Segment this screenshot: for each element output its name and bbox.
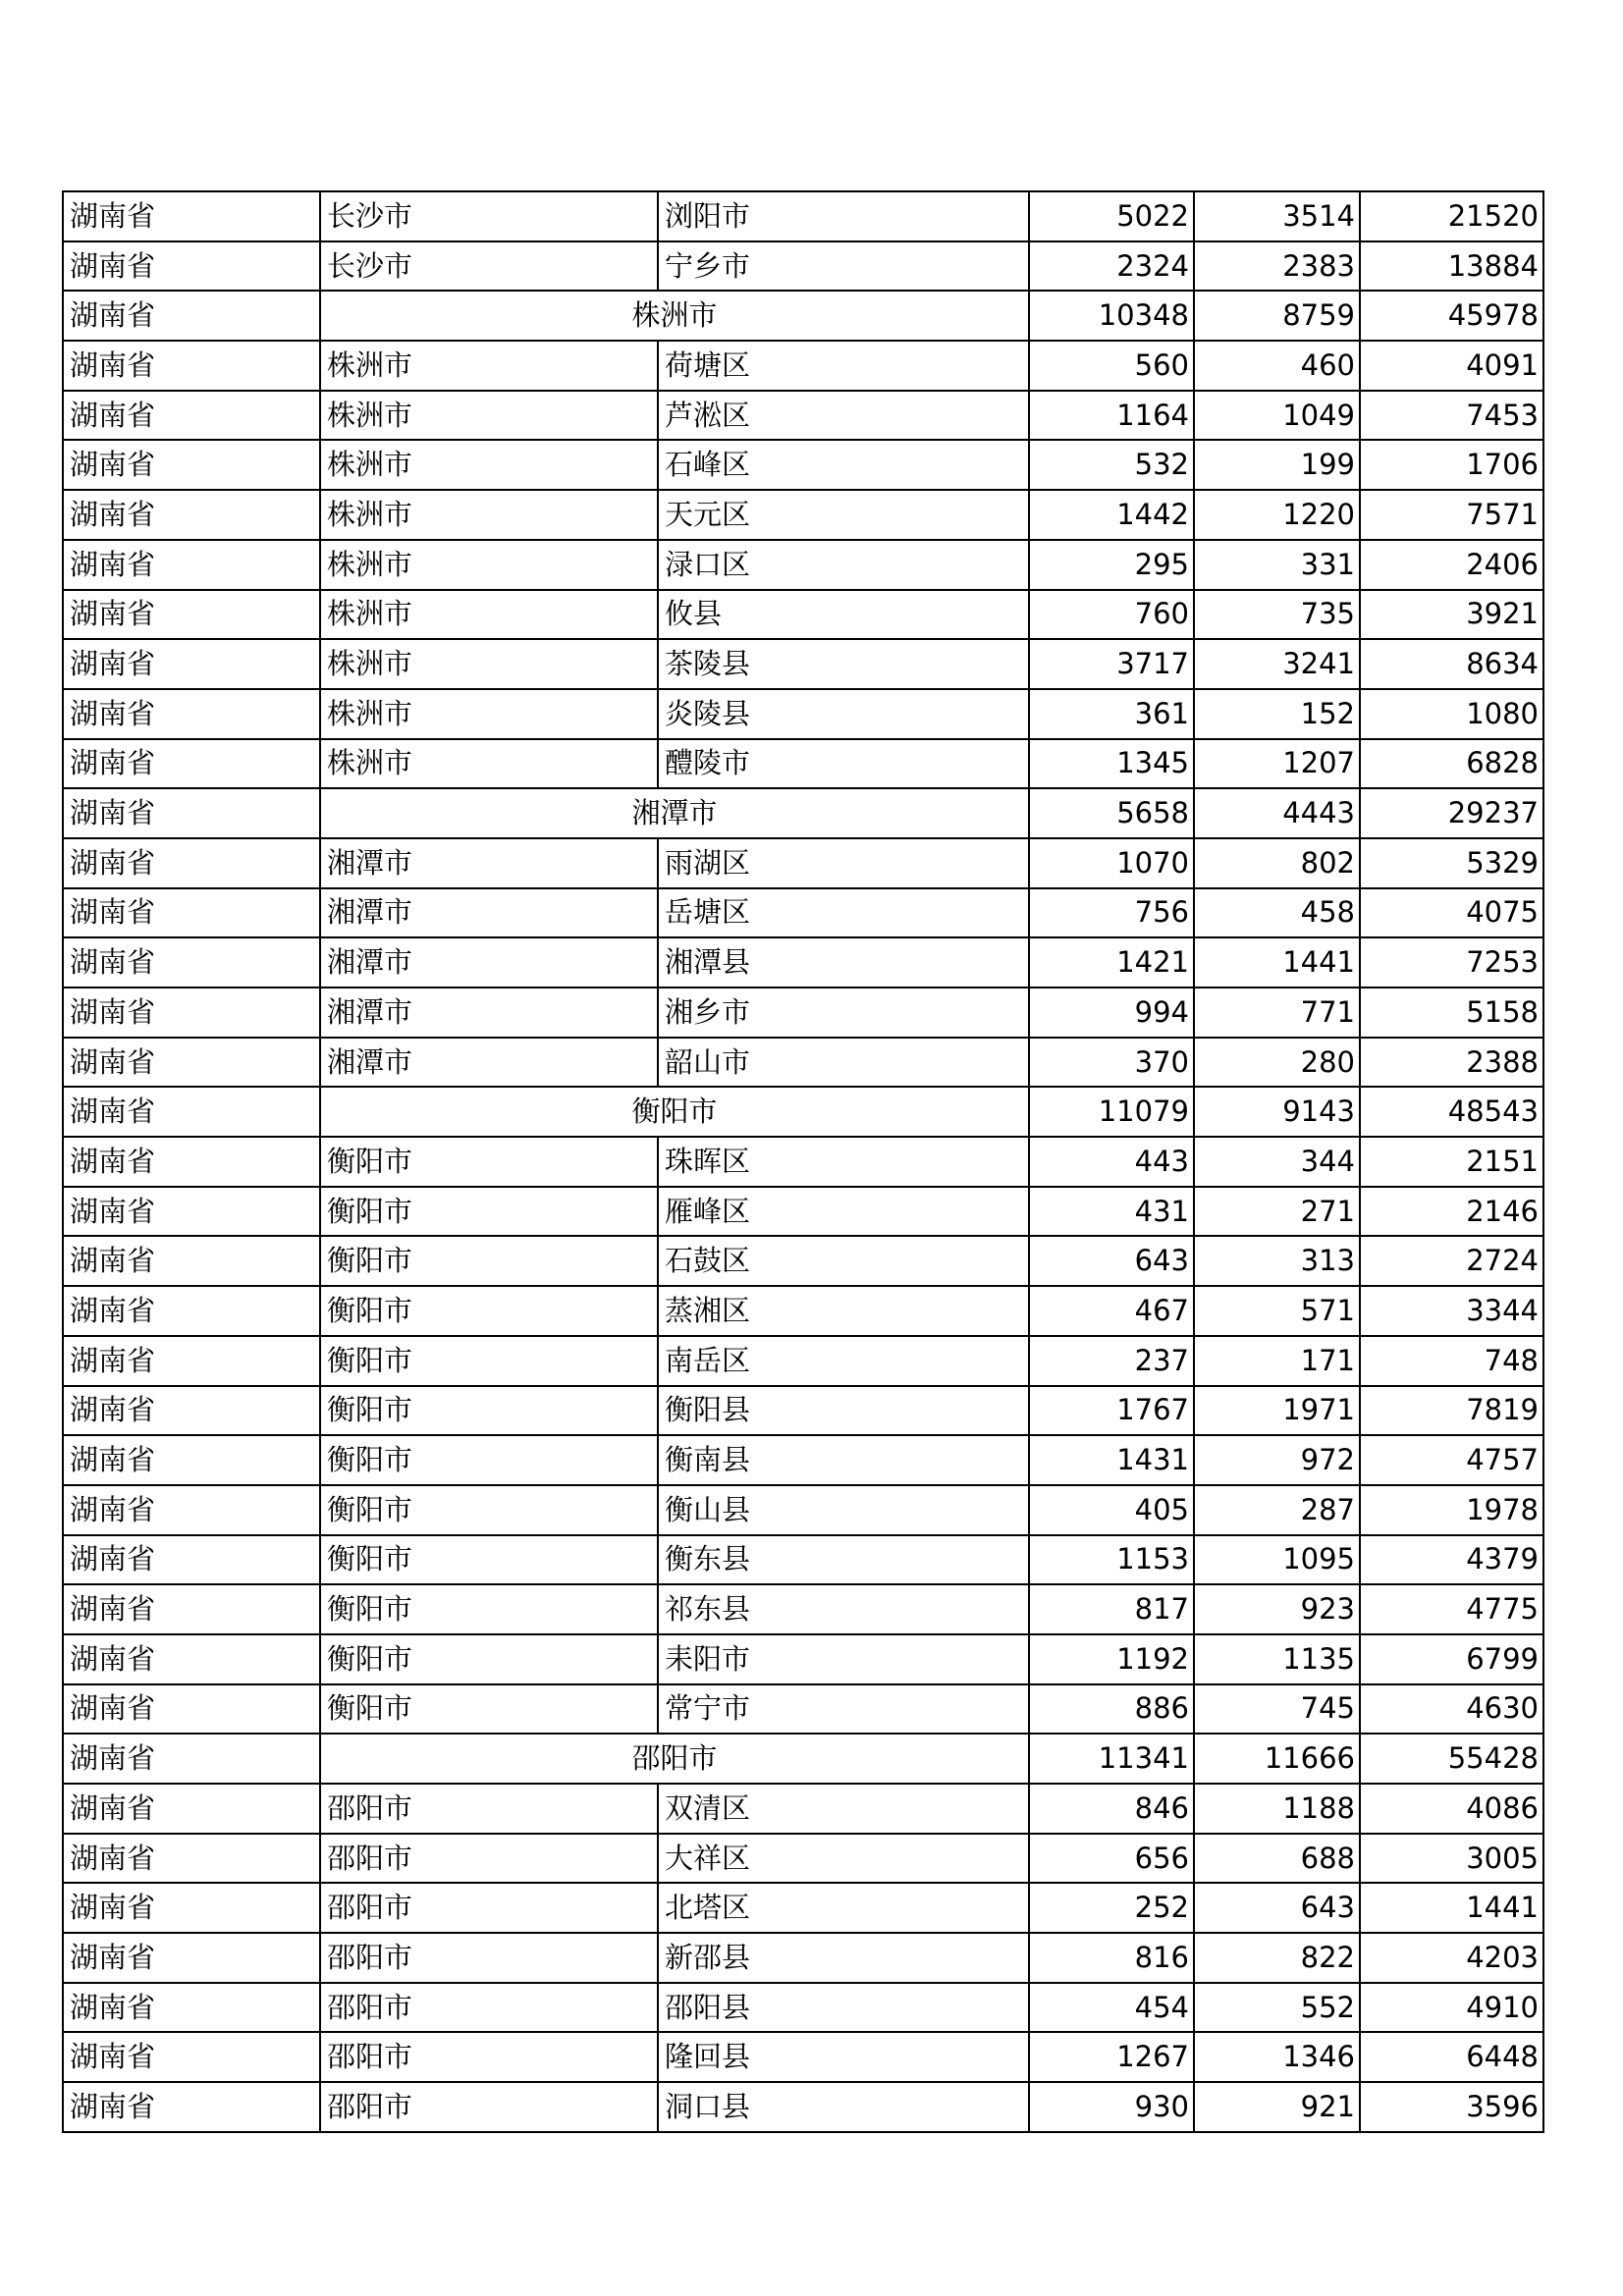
value-2-cell: 688 [1194,1834,1360,1884]
value-2-cell: 460 [1194,341,1360,391]
value-1-cell: 1192 [1029,1634,1194,1684]
value-2-cell: 313 [1194,1236,1360,1286]
value-3-cell: 4086 [1360,1784,1543,1834]
city-subtotal-row [63,1087,1543,1137]
value-1-cell: 930 [1029,2082,1194,2132]
table-row [63,1137,1543,1187]
county-cell: 雁峰区 [658,1187,1029,1237]
table-row [63,1286,1543,1336]
value-1-cell: 1164 [1029,391,1194,441]
city-cell: 邵阳市 [320,2082,658,2132]
value-3-cell: 2388 [1360,1038,1543,1088]
city-cell: 衡阳市 [320,1286,658,1336]
province-cell: 湖南省 [63,341,320,391]
value-1-cell: 1267 [1029,2032,1194,2082]
value-2-cell: 923 [1194,1584,1360,1634]
city-cell: 株洲市 [320,490,658,540]
table-row [63,1535,1543,1585]
value-1-cell: 760 [1029,590,1194,640]
value-1-cell: 467 [1029,1286,1194,1336]
province-cell: 湖南省 [63,440,320,490]
county-cell: 湘潭县 [658,937,1029,988]
value-2-cell: 771 [1194,988,1360,1038]
province-cell: 湖南省 [63,1933,320,1983]
table-row [63,1933,1543,1983]
value-2-cell: 171 [1194,1336,1360,1386]
value-1-cell: 370 [1029,1038,1194,1088]
value-3-cell: 29237 [1360,788,1543,838]
value-3-cell: 2151 [1360,1137,1543,1187]
value-2-cell: 3514 [1194,191,1360,241]
value-2-cell: 1188 [1194,1784,1360,1834]
value-1-cell: 643 [1029,1236,1194,1286]
county-cell: 耒阳市 [658,1634,1029,1684]
table-row [63,1485,1543,1535]
value-2-cell: 1441 [1194,937,1360,988]
county-cell: 大祥区 [658,1834,1029,1884]
city-cell: 衡阳市 [320,1485,658,1535]
city-cell: 衡阳市 [320,1187,658,1237]
value-3-cell: 13884 [1360,241,1543,292]
county-cell: 祁东县 [658,1584,1029,1634]
city-cell: 邵阳市 [320,2032,658,2082]
value-3-cell: 4757 [1360,1435,1543,1485]
city-cell: 株洲市 [320,540,658,590]
value-1-cell: 1431 [1029,1435,1194,1485]
value-3-cell: 7819 [1360,1386,1543,1436]
table-row [63,1684,1543,1735]
table-row [63,988,1543,1038]
city-cell: 株洲市 [320,590,658,640]
table-row [63,440,1543,490]
value-3-cell: 45978 [1360,291,1543,341]
city-cell: 湘潭市 [320,888,658,938]
county-cell: 隆回县 [658,2032,1029,2082]
county-cell: 衡山县 [658,1485,1029,1535]
city-cell: 邵阳市 [320,1834,658,1884]
table-row [63,391,1543,441]
province-cell: 湖南省 [63,937,320,988]
value-3-cell: 1706 [1360,440,1543,490]
value-3-cell: 7571 [1360,490,1543,540]
province-cell: 湖南省 [63,1485,320,1535]
value-2-cell: 199 [1194,440,1360,490]
province-cell: 湖南省 [63,639,320,689]
value-2-cell: 152 [1194,689,1360,739]
city-cell: 邵阳市 [320,1983,658,2033]
value-3-cell: 48543 [1360,1087,1543,1137]
city-cell: 株洲市 [320,689,658,739]
city-subtotal-cell: 衡阳市 [320,1087,1029,1137]
value-1-cell: 3717 [1029,639,1194,689]
table-row [63,1435,1543,1485]
value-3-cell: 7453 [1360,391,1543,441]
county-cell: 韶山市 [658,1038,1029,1088]
county-cell: 邵阳县 [658,1983,1029,2033]
county-cell: 南岳区 [658,1336,1029,1386]
value-2-cell: 280 [1194,1038,1360,1088]
table-row [63,1634,1543,1684]
county-cell: 北塔区 [658,1883,1029,1933]
province-cell: 湖南省 [63,191,320,241]
city-cell: 衡阳市 [320,1435,658,1485]
table-row [63,1236,1543,1286]
value-3-cell: 4910 [1360,1983,1543,2033]
value-2-cell: 735 [1194,590,1360,640]
table-row [63,540,1543,590]
province-cell: 湖南省 [63,1187,320,1237]
county-cell: 双清区 [658,1784,1029,1834]
city-cell: 株洲市 [320,341,658,391]
value-2-cell: 11666 [1194,1734,1360,1784]
value-1-cell: 560 [1029,341,1194,391]
county-cell: 渌口区 [658,540,1029,590]
county-cell: 珠晖区 [658,1137,1029,1187]
province-cell: 湖南省 [63,838,320,888]
province-cell: 湖南省 [63,1087,320,1137]
province-cell: 湖南省 [63,590,320,640]
value-2-cell: 2383 [1194,241,1360,292]
value-1-cell: 431 [1029,1187,1194,1237]
value-1-cell: 1767 [1029,1386,1194,1436]
county-cell: 湘乡市 [658,988,1029,1038]
table-row [63,739,1543,789]
province-cell: 湖南省 [63,1236,320,1286]
value-1-cell: 994 [1029,988,1194,1038]
value-2-cell: 9143 [1194,1087,1360,1137]
province-cell: 湖南省 [63,1386,320,1436]
value-1-cell: 5658 [1029,788,1194,838]
value-3-cell: 4630 [1360,1684,1543,1735]
value-3-cell: 748 [1360,1336,1543,1386]
city-cell: 衡阳市 [320,1684,658,1735]
city-cell: 衡阳市 [320,1634,658,1684]
value-3-cell: 3596 [1360,2082,1543,2132]
value-2-cell: 1095 [1194,1535,1360,1585]
table-row [63,838,1543,888]
value-3-cell: 2406 [1360,540,1543,590]
value-2-cell: 287 [1194,1485,1360,1535]
value-2-cell: 1049 [1194,391,1360,441]
value-3-cell: 4075 [1360,888,1543,938]
value-1-cell: 756 [1029,888,1194,938]
table-row [63,1187,1543,1237]
value-1-cell: 11341 [1029,1734,1194,1784]
value-3-cell: 2724 [1360,1236,1543,1286]
city-subtotal-row [63,1734,1543,1784]
province-cell: 湖南省 [63,2032,320,2082]
value-2-cell: 344 [1194,1137,1360,1187]
value-1-cell: 405 [1029,1485,1194,1535]
city-cell: 株洲市 [320,440,658,490]
city-cell: 株洲市 [320,391,658,441]
value-3-cell: 21520 [1360,191,1543,241]
province-cell: 湖南省 [63,1286,320,1336]
county-cell: 茶陵县 [658,639,1029,689]
value-2-cell: 822 [1194,1933,1360,1983]
value-1-cell: 237 [1029,1336,1194,1386]
value-2-cell: 331 [1194,540,1360,590]
value-1-cell: 1421 [1029,937,1194,988]
city-subtotal-row [63,788,1543,838]
county-cell: 宁乡市 [658,241,1029,292]
county-cell: 石峰区 [658,440,1029,490]
table-row [63,341,1543,391]
province-cell: 湖南省 [63,1584,320,1634]
value-2-cell: 1346 [1194,2032,1360,2082]
city-cell: 衡阳市 [320,1584,658,1634]
table-row [63,241,1543,292]
city-cell: 株洲市 [320,639,658,689]
value-3-cell: 7253 [1360,937,1543,988]
city-cell: 长沙市 [320,241,658,292]
value-1-cell: 1442 [1029,490,1194,540]
value-2-cell: 643 [1194,1883,1360,1933]
county-cell: 衡阳县 [658,1386,1029,1436]
value-1-cell: 454 [1029,1983,1194,2033]
county-cell: 衡南县 [658,1435,1029,1485]
province-cell: 湖南省 [63,1137,320,1187]
value-1-cell: 817 [1029,1584,1194,1634]
province-cell: 湖南省 [63,1634,320,1684]
province-cell: 湖南省 [63,1684,320,1735]
table-row [63,1983,1543,2033]
value-3-cell: 6828 [1360,739,1543,789]
county-cell: 岳塘区 [658,888,1029,938]
county-cell: 芦淞区 [658,391,1029,441]
value-1-cell: 1153 [1029,1535,1194,1585]
province-cell: 湖南省 [63,391,320,441]
province-cell: 湖南省 [63,1336,320,1386]
value-2-cell: 271 [1194,1187,1360,1237]
table-row [63,1386,1543,1436]
city-subtotal-cell: 邵阳市 [320,1734,1029,1784]
province-cell: 湖南省 [63,788,320,838]
city-cell: 衡阳市 [320,1236,658,1286]
city-cell: 湘潭市 [320,1038,658,1088]
value-2-cell: 1971 [1194,1386,1360,1436]
value-1-cell: 886 [1029,1684,1194,1735]
province-cell: 湖南省 [63,1784,320,1834]
statistics-table [62,190,1544,2133]
table-row [63,2082,1543,2132]
province-cell: 湖南省 [63,1734,320,1784]
value-1-cell: 295 [1029,540,1194,590]
county-cell: 攸县 [658,590,1029,640]
city-subtotal-row [63,291,1543,341]
value-3-cell: 4775 [1360,1584,1543,1634]
province-cell: 湖南省 [63,1983,320,2033]
value-3-cell: 4379 [1360,1535,1543,1585]
value-2-cell: 458 [1194,888,1360,938]
value-2-cell: 972 [1194,1435,1360,1485]
city-cell: 邵阳市 [320,1933,658,1983]
province-cell: 湖南省 [63,888,320,938]
value-2-cell: 1207 [1194,739,1360,789]
province-cell: 湖南省 [63,1535,320,1585]
city-cell: 衡阳市 [320,1386,658,1436]
city-cell: 湘潭市 [320,988,658,1038]
province-cell: 湖南省 [63,739,320,789]
value-1-cell: 816 [1029,1933,1194,1983]
city-cell: 长沙市 [320,191,658,241]
value-3-cell: 1978 [1360,1485,1543,1535]
value-3-cell: 1080 [1360,689,1543,739]
value-2-cell: 552 [1194,1983,1360,2033]
county-cell: 天元区 [658,490,1029,540]
value-2-cell: 1135 [1194,1634,1360,1684]
value-2-cell: 802 [1194,838,1360,888]
value-1-cell: 361 [1029,689,1194,739]
table-row [63,1336,1543,1386]
value-3-cell: 6799 [1360,1634,1543,1684]
value-1-cell: 252 [1029,1883,1194,1933]
table-row [63,1038,1543,1088]
value-3-cell: 5158 [1360,988,1543,1038]
table-row [63,1784,1543,1834]
value-3-cell: 55428 [1360,1734,1543,1784]
county-cell: 石鼓区 [658,1236,1029,1286]
value-1-cell: 846 [1029,1784,1194,1834]
value-3-cell: 1441 [1360,1883,1543,1933]
value-1-cell: 2324 [1029,241,1194,292]
city-cell: 湘潭市 [320,937,658,988]
value-1-cell: 11079 [1029,1087,1194,1137]
province-cell: 湖南省 [63,1834,320,1884]
table-row [63,1834,1543,1884]
value-3-cell: 6448 [1360,2032,1543,2082]
table-row [63,937,1543,988]
table-row [63,590,1543,640]
value-1-cell: 443 [1029,1137,1194,1187]
county-cell: 浏阳市 [658,191,1029,241]
table-row [63,888,1543,938]
table-row [63,490,1543,540]
table-row [63,191,1543,241]
city-cell: 衡阳市 [320,1535,658,1585]
value-3-cell: 5329 [1360,838,1543,888]
value-1-cell: 532 [1029,440,1194,490]
value-2-cell: 3241 [1194,639,1360,689]
table-row [63,1584,1543,1634]
value-2-cell: 1220 [1194,490,1360,540]
city-cell: 邵阳市 [320,1883,658,1933]
county-cell: 荷塘区 [658,341,1029,391]
value-2-cell: 571 [1194,1286,1360,1336]
county-cell: 新邵县 [658,1933,1029,1983]
city-cell: 湘潭市 [320,838,658,888]
value-3-cell: 3921 [1360,590,1543,640]
province-cell: 湖南省 [63,988,320,1038]
value-1-cell: 5022 [1029,191,1194,241]
table-row [63,2032,1543,2082]
table-body [63,191,1543,2132]
county-cell: 衡东县 [658,1535,1029,1585]
province-cell: 湖南省 [63,1038,320,1088]
county-cell: 常宁市 [658,1684,1029,1735]
table-row [63,689,1543,739]
county-cell: 洞口县 [658,2082,1029,2132]
table-row [63,639,1543,689]
province-cell: 湖南省 [63,540,320,590]
county-cell: 蒸湘区 [658,1286,1029,1336]
value-3-cell: 4091 [1360,341,1543,391]
province-cell: 湖南省 [63,1883,320,1933]
city-cell: 邵阳市 [320,1784,658,1834]
value-3-cell: 3344 [1360,1286,1543,1336]
city-cell: 衡阳市 [320,1336,658,1386]
value-1-cell: 10348 [1029,291,1194,341]
value-1-cell: 656 [1029,1834,1194,1884]
value-3-cell: 2146 [1360,1187,1543,1237]
county-cell: 雨湖区 [658,838,1029,888]
value-2-cell: 8759 [1194,291,1360,341]
value-3-cell: 8634 [1360,639,1543,689]
province-cell: 湖南省 [63,689,320,739]
province-cell: 湖南省 [63,241,320,292]
city-cell: 衡阳市 [320,1137,658,1187]
value-1-cell: 1345 [1029,739,1194,789]
county-cell: 醴陵市 [658,739,1029,789]
table-row [63,1883,1543,1933]
city-subtotal-cell: 株洲市 [320,291,1029,341]
value-1-cell: 1070 [1029,838,1194,888]
city-subtotal-cell: 湘潭市 [320,788,1029,838]
county-cell: 炎陵县 [658,689,1029,739]
value-2-cell: 745 [1194,1684,1360,1735]
province-cell: 湖南省 [63,291,320,341]
city-cell: 株洲市 [320,739,658,789]
value-3-cell: 3005 [1360,1834,1543,1884]
province-cell: 湖南省 [63,1435,320,1485]
value-2-cell: 4443 [1194,788,1360,838]
value-2-cell: 921 [1194,2082,1360,2132]
province-cell: 湖南省 [63,490,320,540]
province-cell: 湖南省 [63,2082,320,2132]
value-3-cell: 4203 [1360,1933,1543,1983]
